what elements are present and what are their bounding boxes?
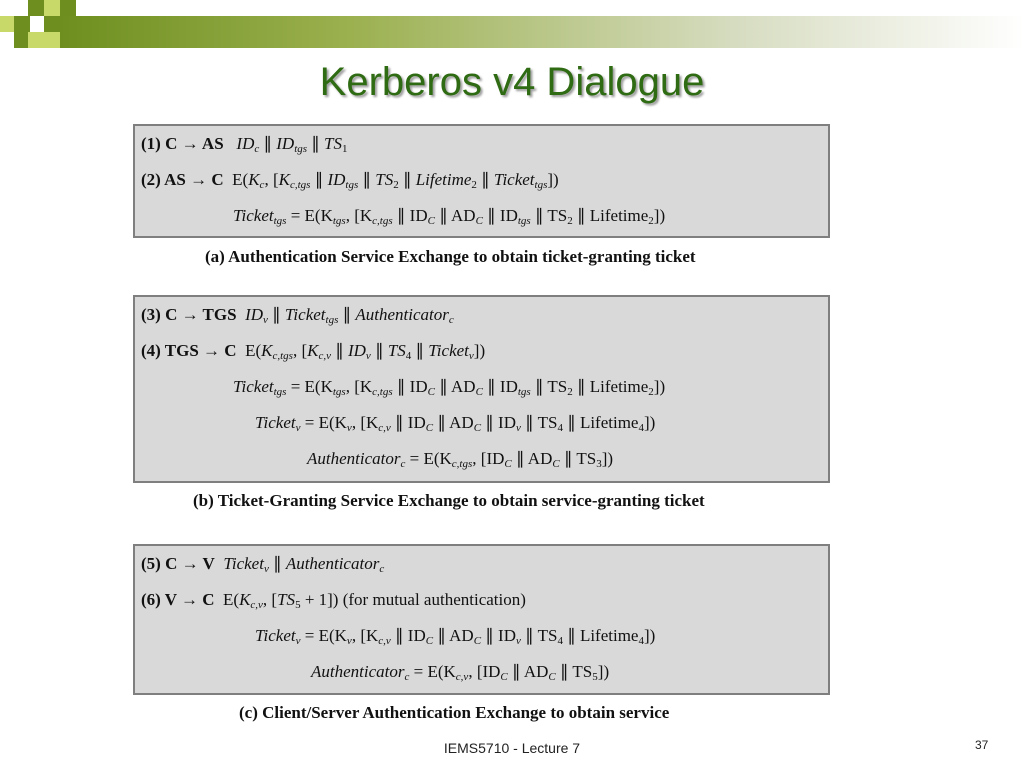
- deco-square: [44, 16, 60, 32]
- panel-c-caption: (c) Client/Server Authentication Exchange to obtain service: [239, 703, 670, 722]
- deco-square: [44, 32, 60, 48]
- header-gradient-bar: [60, 16, 1024, 48]
- panel-b-line-1: (3) C → TGS $ID_v$ ∥ Ticket$_{tgs}$ ∥ Authenticator$_c$: [141, 305, 454, 326]
- panel-a-caption: (a) Authentication Service Exchange to obtain ticket-granting ticket: [205, 247, 696, 266]
- panel-c-line-3: Ticket$_v$ = $E(K_v$, [$K_{c,v}$ ∥ $ID_C$ ∥ $AD_C$ ∥ $ID_v$ ∥ $TS_4$ ∥ Lifetime$_4$]): [255, 626, 656, 647]
- panel-c-box: [133, 544, 830, 695]
- header-decoration: [0, 0, 1024, 48]
- panel-a-line-2: (2) AS → C $E(K_c$, [$K_{c,tgs}$ ∥ $ID_{tgs}$ ∥ $TS_2$ ∥ Lifetime$_2$ ∥ Ticket$_{tgs}$]): [141, 170, 559, 191]
- slide-footer: IEMS5710 - Lecture 7: [443, 740, 581, 756]
- deco-square: [28, 0, 44, 16]
- panel-a-box: [133, 124, 830, 238]
- slide-title: Kerberos v4 Dialogue: [319, 60, 705, 104]
- panel-c-line-2: (6) V → C $E(K_{c,v}$, $[TS_5 + 1]$) (for mutual authentication): [141, 590, 526, 611]
- deco-square: [14, 32, 28, 48]
- panel-b-caption: (b) Ticket-Granting Service Exchange to obtain service-granting ticket: [193, 491, 705, 510]
- panel-a-line-3: Ticket$_{tgs}$ = $E(K_{tgs}$, [$K_{c,tgs}$ ∥ $ID_C$ ∥ $AD_C$ ∥ $ID_{tgs}$ ∥ $TS_2$ ∥ Lifetime$_2$]): [233, 206, 666, 227]
- deco-square: [14, 16, 30, 32]
- panel-c-line-1: (5) C → V Ticket$_v$ ∥ Authenticator$_c$: [141, 554, 385, 575]
- deco-square: [60, 0, 76, 16]
- deco-square: [0, 16, 14, 32]
- deco-square: [28, 32, 44, 48]
- panel-b-line-5: Authenticator$_c$ = $E(K_{c,tgs}$, [$ID_C$ ∥ $AD_C$ ∥ $TS_3$]): [307, 449, 614, 470]
- panel-a-line-1: (1) C → AS $ID_c$ ∥ $ID_{tgs}$ ∥ $TS_1$: [141, 134, 348, 155]
- panel-b-line-4: Ticket$_v$ = $E(K_v$, [$K_{c,v}$ ∥ $ID_C$ ∥ $AD_C$ ∥ $ID_v$ ∥ $TS_4$ ∥ Lifetime$_4$]): [255, 413, 656, 434]
- panel-c-line-4: Authenticator$_c$ = $E(K_{c,v}$, [$ID_C$ ∥ $AD_C$ ∥ $TS_5$]): [311, 662, 610, 683]
- panel-b-line-3: Ticket$_{tgs}$ = $E(K_{tgs}$, [$K_{c,tgs}$ ∥ $ID_C$ ∥ $AD_C$ ∥ $ID_{tgs}$ ∥ $TS_2$ ∥ Lifetime$_2$]): [233, 377, 666, 398]
- panel-b-box: [133, 295, 830, 483]
- panel-b-line-2: (4) TGS → C $E(K_{c,tgs}$, [$K_{c,v}$ ∥ $ID_v$ ∥ $TS_4$ ∥ Ticket$_v$]): [141, 341, 486, 362]
- deco-square: [44, 0, 60, 16]
- page-number: 37: [975, 738, 989, 752]
